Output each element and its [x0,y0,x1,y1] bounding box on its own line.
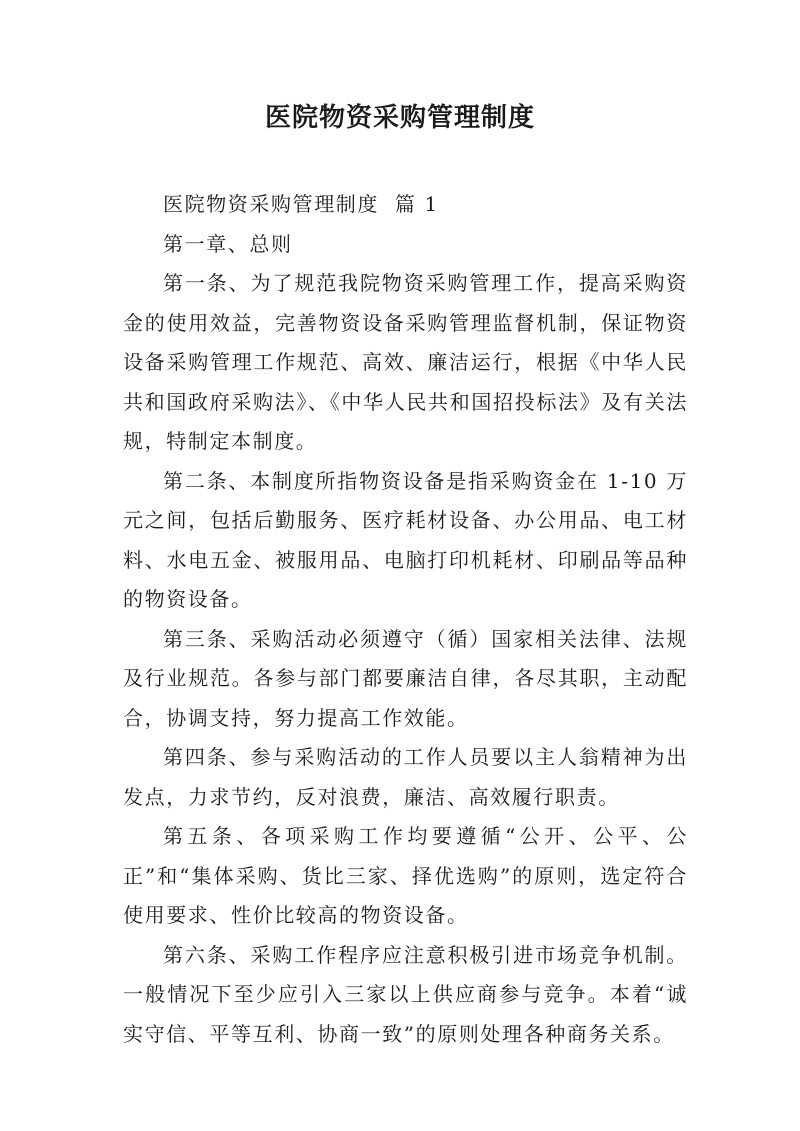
article-paragraph-3: 第三条、采购活动必须遵守（循）国家相关法律、法规及行业规范。各参与部门都要廉洁自律，各尽其职，主动配合，协调支持，努力提高工作效能。 [123,626,688,730]
article-paragraph-4: 第四条、参与采购活动的工作人员要以主人翁精神为出发点，力求节约，反对浪费，廉洁、高效履行职责。 [123,745,688,809]
document-title: 医院物资采购管理制度 [264,103,535,133]
article-paragraph-6: 第六条、采购工作程序应注意积极引进市场竞争机制。一般情况下至少应引入三家以上供应商参与竞争。本着“诚实守信、平等互利、协商一致”的原则处理各种商务关系。 [123,942,688,1046]
chapter-heading: 第一章、总则 [163,231,293,256]
article-paragraph-1: 第一条、为了规范我院物资采购管理工作，提高采购资金的使用效益，完善物资设备采购管理监督机制，保证物资设备采购管理工作规范、高效、廉洁运行，根据《中华人民共和国政府采购法》、《中华人民共和国招投标法》及有关法规，特制定本制度。 [123,271,688,453]
article-paragraph-2: 第二条、本制度所指物资设备是指采购资金在 1-10 万元之间，包括后勤服务、医疗耗材设备、办公用品、电工材料、水电五金、被服用品、电脑打印机耗材、印刷品等品种的物资设备。 [123,468,688,611]
document-body [123,185,688,1054]
document-subtitle: 医院物资采购管理制度 篇 1 [163,192,439,216]
article-paragraph-5: 第五条、各项采购工作均要遵循“公开、公平、公正”和“集体采购、货比三家、择优选购”的原则，选定符合使用要求、性价比较高的物资设备。 [123,824,688,927]
